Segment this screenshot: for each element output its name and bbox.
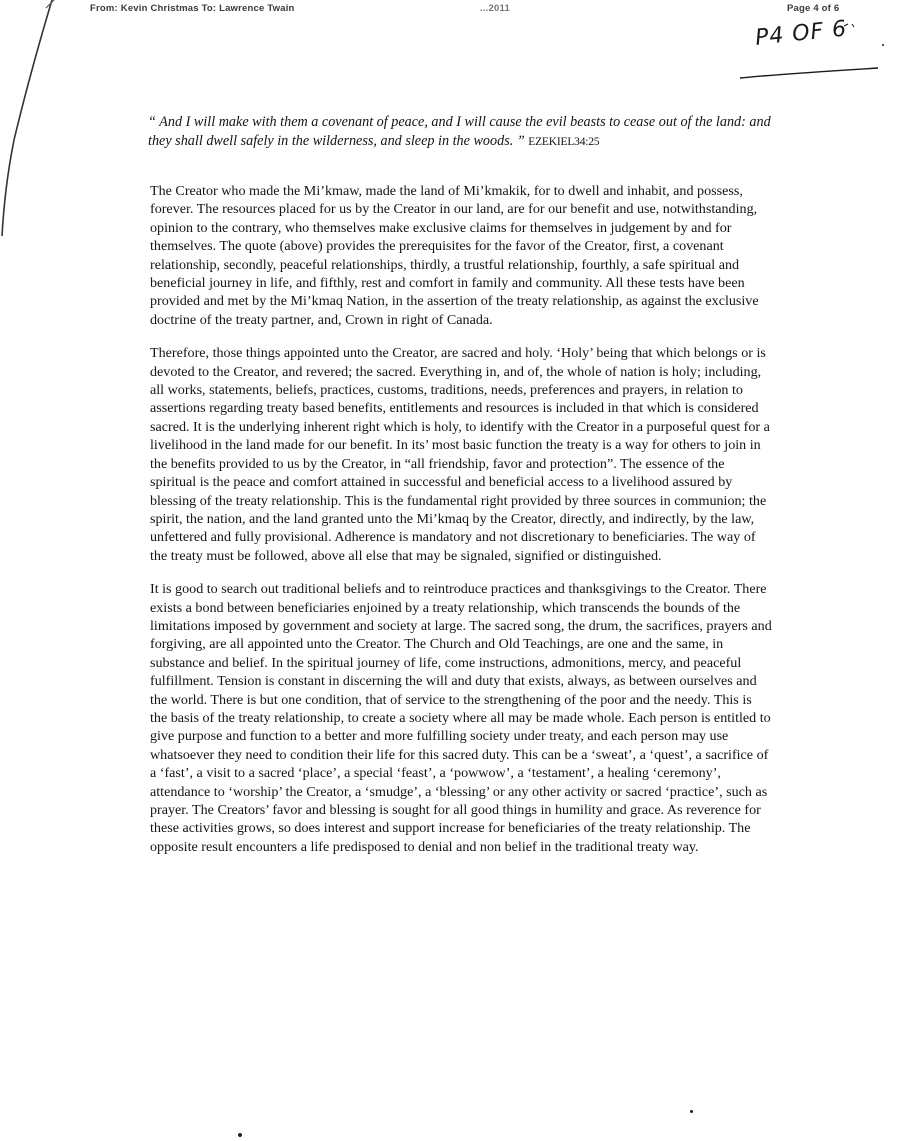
paragraph-2: Therefore, those things appointed unto the Creator, are sacred and holy. ‘Holy’ being that which belongs or is devoted to the Creator, and revered; the sacred. Everything in, and of, the whole of nation is holy; including, all works, statements, beliefs, practices, customs, traditions, needs, preferences and prayers, in relation to assertions regarding treaty based benefits, entitlements and resources is included in that which is considered sacred. It is the underlying inherent right which is holy, to identify with the Creator in a purposeful quest for a livelihood in the land made for our benefit. In its’ most basic function the treaty is a way for others to join in the benefits provided to us by the Creator, in “all friendship, favor and protection”. The essence of the spiritual is the peace and comfort attained in successful and beneficial access to a livelihood assured by blessing of the treaty relationship. This is the fundamental right provided by three sources in communion; the spirit, the nation, and the land granted unto the Mi’kmaq by the Creator, directly, and indirectly, by the law, unfettered and fully provisional. Adherence is mandatory and not discretionary to beneficiaries. The way of the treaty must be followed, above all else that may be signaled, signified or distinguished. xyxy=(150,345,770,564)
epigraph xyxy=(148,113,778,152)
epigraph-quote: “ And I will make with them a covenant of peace, and I will cause the evil beasts to cease out of the land: and they shall dwell safely in the wilderness, and sleep in the woods. ” xyxy=(148,114,771,149)
fax-page-number: Page 4 of 6 xyxy=(787,3,840,14)
paragraph-1: The Creator who made the Mi’kmaw, made the land of Mi’kmakik, for to dwell and inhabit, and possess, forever. The resources placed for us by the Creator in our land, are for our benefit and use, notwithstanding, opinion to the contrary, who themselves make exclusive claims for themselves in judgement by and for themselves. The quote (above) provides the prerequisites for the favor of the Creator, first, a covenant relationship, secondly, peaceful relationships, thirdly, a trustful relationship, fourthly, a safe spiritual and beneficial journey in life, and fifthly, rest and comfort in family and community. All these tests have been provided and met by the Mi’kmaq Nation, in the assertion of the treaty relationship, as against the exclusive doctrine of the treaty partner, and, Crown in right of Canada. xyxy=(150,183,759,328)
scan-speck xyxy=(882,44,884,46)
scan-speck xyxy=(238,1133,242,1137)
epigraph-reference: EZEKIEL34:25 xyxy=(528,136,600,148)
scan-edge-mark xyxy=(0,0,60,240)
handwritten-page-mark: P4 OF 6 xyxy=(754,16,849,51)
fax-from-line: From: Kevin Christmas To: Lawrence Twain xyxy=(90,3,295,14)
handwritten-underline-icon xyxy=(740,22,880,82)
paragraph-3: It is good to search out traditional beliefs and to reintroduce practices and thanksgivings to the Creator. There exists a bond between beneficiaries enjoined by a treaty relationship, which transcends the bounds of the limitations imposed by government and society at large. The sacred song, the drum, the sacrifices, prayers and forgiving, are all appointed unto the Creator. The Church and Old Teachings, are one and the same, in substance and belief. In the spiritual journey of life, come instructions, admonitions, mercy, and peaceful fulfillment. Tension is constant in discerning the will and duty that exists, always, as between ourselves and the world. There is but one condition, that of service to the strengthening of the poor and the needy. This is the basis of the treaty relationship, to create a society where all may be made whole. Each person is entitled to give purpose and function to a better and more fulfilling society under treaty, and each person may use whatsoever they need to condition their life for this sacred duty. This can be a ‘sweat’, a ‘quest’, a sacrifice of a ‘fast’, a visit to a sacred ‘place’, a special ‘feast’, a ‘powwow’, a ‘testament’, a healing ‘ceremony’, attendance to ‘worship’ the Creator, a ‘smudge’, a ‘blessing’ or any other activity or sacred ‘practice’, such as prayer. The Creators’ favor and blessing is sought for all good things in humility and grace. As reverence for these activities grows, so does interest and support increase for beneficiaries of the treaty relationship. The opposite result encounters a life predisposed to denial and non belief in the traditional treaty way. xyxy=(150,581,772,855)
scan-speck xyxy=(690,1110,693,1113)
fax-header xyxy=(0,3,900,17)
document-body xyxy=(150,182,772,871)
fax-date-fragment: ...2011 xyxy=(480,3,510,14)
